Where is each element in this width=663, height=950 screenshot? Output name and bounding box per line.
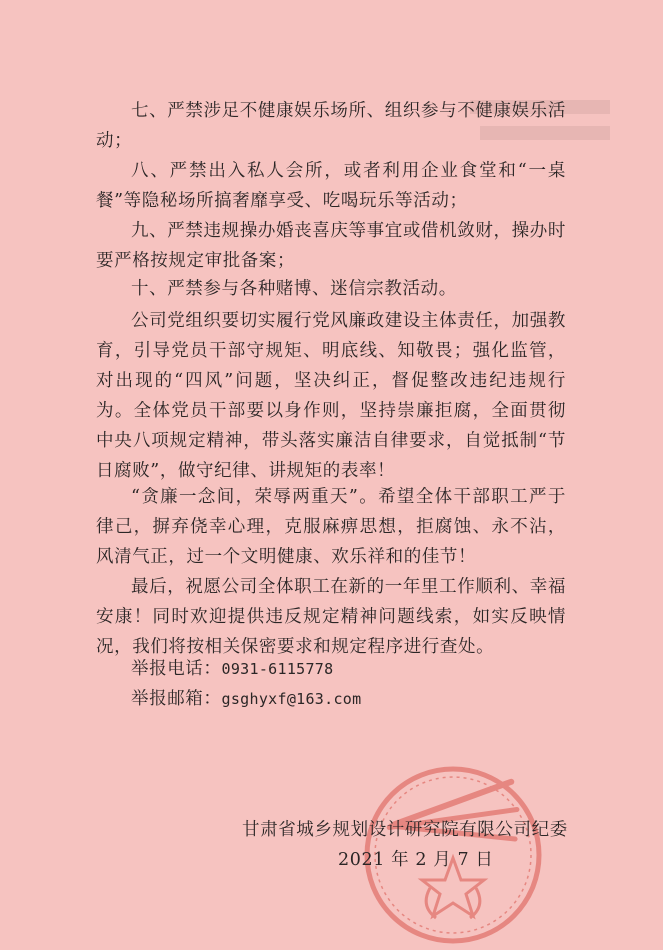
paragraph-item-8: 八、严禁出入私人会所，或者利用企业食堂和“一桌餐”等隐秘场所搞奢靡享受、吃喝玩乐等活动； (96, 161, 566, 211)
signature-date: 2021 年 2 月 7 日 (338, 850, 494, 870)
report-phone-label: 举报电话： (131, 659, 222, 679)
report-email-label: 举报邮箱： (131, 689, 222, 709)
paragraph-responsibility: 公司党组织要切实履行党风廉政建设主体责任，加强教育，引导党员干部守规矩、明底线、知敬畏；强化监管，对出现的“四风”问题，坚决纠正，督促整改违纪违规行为。全体党员干部要以身作则，坚持崇廉拒腐，全面贯彻中央八项规定精神，带头落实廉洁自律要求，自觉抵制“节日腐败”，做守纪律、讲规矩的表率！ (96, 311, 566, 481)
paragraph-item-7: 七、严禁涉足不健康娱乐场所、组织参与不健康娱乐活动； (96, 101, 566, 151)
paragraph-item-10: 十、严禁参与各种赌博、迷信宗教活动。 (131, 279, 457, 299)
paragraph-closing: 最后，祝愿公司全体职工在新的一年里工作顺利、幸福安康！同时欢迎提供违反规定精神问题线索，如实反映情况，我们将按相关保密要求和规定程序进行查处。 (96, 577, 566, 657)
paragraph-item-9: 九、严禁违规操办婚丧喜庆等事宜或借机敛财，操办时要严格按规定审批备案； (96, 221, 566, 271)
paragraph-motto: “贪廉一念间，荣辱两重天”。希望全体干部职工严于律己，摒弃侥幸心理，克服麻痹思想，拒腐蚀、永不沾，风清气正，过一个文明健康、欢乐祥和的佳节！ (96, 487, 566, 567)
signature-organization: 甘肃省城乡规划设计研究院有限公司纪委 (242, 820, 568, 840)
report-phone-value: 0931-6115778 (221, 660, 334, 678)
report-phone-line (131, 654, 333, 684)
report-email-line (131, 684, 361, 714)
report-email-value[interactable]: gsghyxf@163.com (221, 690, 362, 708)
